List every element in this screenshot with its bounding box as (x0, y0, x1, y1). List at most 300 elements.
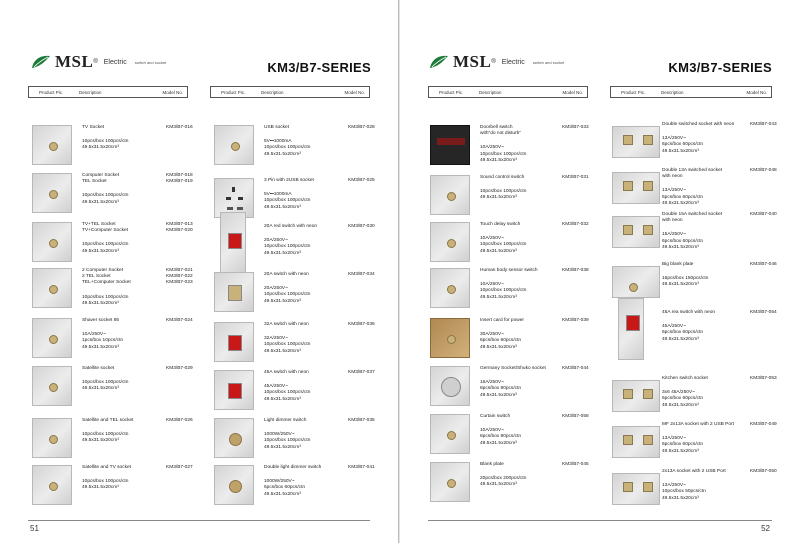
description-line: Human body sensor switch (480, 268, 538, 273)
model-line: KM3/B7-016 (166, 125, 193, 130)
product-spec (662, 232, 703, 251)
pin-icon (232, 187, 235, 192)
spec-line: 10pcs/box 100pcs/ctn (264, 244, 311, 250)
product-row (214, 272, 374, 318)
socket-icon (643, 225, 653, 235)
spec-line: 10A/250V~ (82, 332, 106, 338)
product-image (430, 462, 470, 502)
leaf-logo-icon (30, 54, 52, 70)
product-image (612, 426, 660, 458)
model-number (750, 310, 777, 316)
brand-tagline: switch and socket (134, 59, 167, 65)
description-line: with neon (662, 218, 683, 224)
spec-line: 15pcs/box 150pcs/ctn (662, 276, 709, 282)
spec-line: 49.5x31.5x20cm³ (82, 485, 119, 491)
product-row (32, 222, 192, 268)
description-line: Big blank plate (662, 262, 694, 267)
product-description (264, 125, 289, 131)
model-line: KM3/B7-022 (166, 274, 193, 280)
product-row (430, 318, 590, 364)
model-line: KM3/B7-038 (562, 268, 589, 273)
socket-icon (623, 135, 633, 145)
product-image (612, 380, 660, 412)
product-description (480, 268, 538, 274)
spec-line: 5V⎓1000mA (264, 192, 292, 198)
product-spec (82, 139, 128, 151)
socket-port-icon (447, 431, 456, 440)
spec-line: 49.5x31.5x20cm³ (662, 336, 699, 342)
rocker-icon (626, 315, 640, 331)
spec-line: 10pcs/box 100pcs/ctn (264, 292, 311, 298)
socket-port-icon (49, 435, 58, 444)
product-image (32, 125, 72, 165)
description-line: 20A red switch with neon (264, 224, 318, 229)
product-row (32, 125, 192, 171)
product-spec (264, 286, 310, 305)
product-image (214, 272, 254, 312)
socket-icon (623, 181, 633, 191)
product-description (82, 418, 133, 424)
product-image (612, 172, 660, 204)
product-description (82, 268, 131, 287)
product-description (82, 173, 119, 185)
model-number (750, 212, 777, 218)
description-line: 20A switch with neon (264, 272, 309, 277)
model-number (562, 366, 589, 372)
description-line: Kitchen switch socket (662, 376, 708, 381)
spec-line: 49.5x31.5x20cm³ (82, 438, 119, 444)
socket-port-icon (447, 479, 456, 488)
description-line: 2 TEL Socket (82, 274, 111, 280)
product-row (214, 370, 374, 416)
product-description (82, 222, 128, 234)
brand-name: MSL (55, 52, 94, 71)
product-image (430, 366, 470, 406)
model-number (750, 262, 777, 268)
spec-line: 49.5x31.5x20cm³ (82, 386, 119, 392)
model-number (562, 222, 589, 228)
spec-line: 49.5x31.5x20cm³ (264, 348, 301, 354)
socket-icon (623, 435, 633, 445)
product-spec (480, 145, 526, 164)
socket-icon (623, 225, 633, 235)
spec-line: 49.5x31.5x20cm³ (82, 248, 119, 254)
description-line: MF 2x13A socket with 2 USB Port (662, 422, 734, 427)
spec-line: 49.5x31.5x20cm³ (264, 491, 301, 497)
product-image (214, 418, 254, 458)
spec-line: 13A/250V~ (662, 436, 686, 442)
description-line: Insert card for power (480, 318, 524, 323)
series-title: KM3/B7-SERIES (668, 60, 772, 75)
socket-port-icon (49, 285, 58, 294)
brand-logo (428, 52, 564, 72)
footer-rule (428, 520, 772, 521)
description-line: Touch delay switch (480, 222, 521, 227)
product-spec (264, 479, 305, 498)
product-description (480, 125, 521, 137)
socket-icon (643, 482, 653, 492)
product-description (480, 366, 546, 372)
product-description (662, 310, 715, 316)
model-line: KM3/B7-024 (166, 318, 193, 323)
spec-line: 49.5x31.5x20cm³ (82, 344, 119, 350)
description-line: Shaver socket 86 (82, 318, 120, 323)
model-number (348, 370, 375, 376)
product-spec (82, 242, 128, 254)
product-image (430, 414, 470, 454)
model-line: KM3/B7-032 (562, 222, 589, 227)
product-description (480, 414, 510, 420)
product-image (32, 222, 72, 262)
dimmer-knob-icon (229, 480, 242, 493)
status-panel-icon (437, 138, 465, 145)
header-model: Model No. (562, 90, 583, 95)
description-line: 45A switch with neon (264, 370, 309, 375)
product-spec (662, 276, 708, 288)
header-description: Description (79, 90, 102, 95)
spec-line: 10pcs/box 100pcs/ctn (82, 432, 129, 438)
product-row (32, 465, 192, 511)
product-description (662, 168, 722, 180)
product-spec (662, 188, 703, 207)
spec-line: 10pcs/box 100pcs/ctn (82, 193, 129, 199)
spec-line: 49.5x31.5x20cm³ (480, 440, 517, 446)
spec-line: 49.5x31.5x20cm³ (662, 282, 699, 288)
socket-port-icon (447, 335, 456, 344)
pin-icon (226, 197, 231, 200)
product-row (430, 414, 590, 460)
spec-line: 20A/250V~ (264, 286, 288, 292)
column-header (210, 86, 370, 98)
spec-line: 6pcs/box 60pcs/ctn (662, 142, 704, 148)
model-line: KM3/B7-049 (750, 422, 777, 427)
spec-line: 20pcs/box 200pcs/ctn (480, 476, 527, 482)
spec-line: 49.5x31.5x20cm³ (480, 195, 517, 201)
product-row (32, 366, 192, 412)
model-number (562, 462, 589, 468)
product-row (430, 462, 590, 508)
product-description (662, 376, 708, 382)
spec-line: 10pcs/box 100pcs/ctn (82, 294, 129, 300)
product-description (82, 366, 114, 372)
product-spec (82, 332, 123, 351)
socket-port-icon (629, 283, 638, 292)
spec-line: 6pcs/box 60pcs/ctn (662, 396, 704, 402)
series-title: KM3/B7-SERIES (267, 60, 371, 75)
product-image (220, 212, 246, 274)
model-number (562, 175, 589, 181)
model-line: KM3/B7-035 (348, 418, 375, 423)
page-number: 51 (30, 524, 39, 533)
product-description (264, 465, 321, 471)
spec-line: 8pcs/box 80pcs/ctn (480, 386, 522, 392)
product-description (264, 224, 317, 230)
spec-line: 10pcs/box 50pcs/ctn (662, 489, 706, 495)
model-line: KM3/B7-058 (562, 414, 589, 419)
spec-line: 49.5x31.5x20cm³ (480, 482, 517, 488)
spec-line: 49.5x31.5x20cm³ (480, 344, 517, 350)
product-row (612, 376, 777, 422)
header-pic: Product Pic. (439, 90, 464, 95)
spec-line: 49.5x31.5x20cm³ (264, 151, 301, 157)
spec-line: 49.5x31.5x20cm³ (662, 448, 699, 454)
product-image (430, 268, 470, 308)
description-line: TEL Socket (82, 179, 107, 185)
product-row (430, 268, 590, 314)
description-line: TV+TEL Socket (82, 222, 116, 227)
product-description (82, 125, 104, 131)
model-number (750, 376, 777, 382)
socket-port-icon (447, 192, 456, 201)
product-spec (82, 193, 128, 205)
description-line: Blank plate (480, 462, 504, 467)
product-description (264, 322, 309, 328)
model-number (166, 366, 193, 372)
model-line: KM3/B7-043 (750, 122, 777, 127)
product-description (82, 318, 119, 324)
model-line: KM3/B7-045 (562, 462, 589, 467)
spec-line: 10A/250V~ (480, 236, 504, 242)
model-number (750, 469, 777, 475)
pin-icon (238, 197, 243, 200)
description-line: TV Socket (82, 125, 105, 130)
spec-line: 20A/250V~ (264, 238, 288, 244)
model-number (166, 268, 193, 287)
model-line: KM3/B7-039 (562, 318, 589, 323)
socket-port-icon (231, 142, 240, 151)
model-number (750, 168, 777, 174)
description-line: with"do not disturb" (480, 131, 522, 137)
rocker-icon (228, 335, 242, 351)
product-image (32, 268, 72, 308)
spec-line: 10pcs/box 100pcs/ctn (82, 242, 129, 248)
usb-port-icon (237, 207, 243, 210)
brand-reg: ® (93, 59, 98, 65)
product-row (612, 310, 777, 356)
model-line: KM3/B7-018 (166, 173, 193, 178)
product-image (214, 465, 254, 505)
model-line: KM3/B7-013 (166, 222, 193, 227)
model-number (166, 125, 193, 131)
rocker-icon (228, 285, 242, 301)
product-description (82, 465, 131, 471)
socket-port-icon (49, 239, 58, 248)
brand-reg: ® (491, 59, 496, 65)
spec-line: 49.5x31.5x20cm³ (662, 200, 699, 206)
spec-line: 49.5x31.5x20cm³ (264, 250, 301, 256)
leaf-logo-icon (428, 54, 450, 70)
description-line: 45A rea switch with neon (662, 310, 716, 315)
product-spec (82, 432, 128, 444)
model-line: KM3/B7-041 (348, 465, 375, 470)
model-line: KM3/B7-030 (348, 224, 375, 229)
spec-line: 45A/250V~ (264, 384, 288, 390)
product-row (612, 168, 777, 214)
product-image (214, 125, 254, 165)
model-number (348, 178, 375, 184)
model-line: KM3/B7-037 (348, 370, 375, 375)
socket-icon (643, 181, 653, 191)
product-spec (82, 380, 128, 392)
spec-line: 49.5x31.5x20cm³ (82, 199, 119, 205)
description-line: Curtain switch (480, 414, 511, 419)
spec-line: 6pcs/box 60pcs/ctn (480, 338, 522, 344)
product-image (612, 216, 660, 248)
product-spec (480, 476, 526, 488)
description-line: Satellite and TEL socket (82, 418, 134, 423)
column-header (610, 86, 772, 98)
description-line: 2 Computer Socket (82, 268, 124, 273)
header-model: Model No. (162, 90, 183, 95)
column-header (428, 86, 588, 98)
spec-line: 49.5x31.5x20cm³ (662, 495, 699, 501)
model-line: KM3/B7-033 (562, 125, 589, 130)
product-row (32, 268, 192, 314)
spec-line: 45A/250V~ (662, 324, 686, 330)
product-description (662, 122, 734, 128)
model-line: KM3/B7-027 (166, 465, 193, 470)
product-description (662, 422, 734, 428)
spec-line: 6pcs/box 60pcs/ctn (662, 330, 704, 336)
product-image (214, 322, 254, 362)
product-description (662, 469, 726, 475)
model-number (562, 414, 589, 420)
spec-line: 10A/250V~ (480, 282, 504, 288)
model-line: KM3/B7-028 (348, 125, 375, 130)
spec-line: 13A/250V~ (662, 483, 686, 489)
product-image (214, 370, 254, 410)
product-row (430, 175, 590, 221)
product-description (480, 318, 524, 324)
product-image (430, 175, 470, 215)
model-line: KM3/B7-026 (166, 418, 193, 423)
model-line: KM3/B7-021 (166, 268, 193, 273)
product-description (264, 178, 314, 184)
spec-line: 1000W/250V~ (264, 432, 295, 438)
product-description (480, 175, 524, 181)
product-spec (480, 380, 521, 399)
description-line: Double switched socket with neon (662, 122, 735, 127)
spec-line: 10pcs/box 100pcs/ctn (480, 151, 527, 157)
model-number (166, 465, 193, 471)
spec-line: 16A/250V~ (480, 380, 504, 386)
product-row (214, 465, 374, 511)
header-model: Model No. (746, 90, 767, 95)
product-image (612, 126, 660, 158)
spec-line: 5V⎓1000mA (264, 139, 292, 145)
model-number (562, 318, 589, 324)
model-line: KM3/B7-036 (348, 322, 375, 327)
header-model: Model No. (344, 90, 365, 95)
model-number (166, 418, 193, 424)
header-description: Description (261, 90, 284, 95)
spec-line: 10A/250V~ (480, 145, 504, 151)
description-line: Satellite and TV socket (82, 465, 131, 470)
product-spec (82, 295, 128, 307)
product-spec (264, 336, 310, 355)
model-number (348, 418, 375, 424)
product-spec (264, 139, 310, 158)
description-line: TEL+Computer Socket (82, 280, 131, 286)
product-row (32, 418, 192, 464)
product-row (32, 318, 192, 364)
spec-line: 3x6 45A/250V~ (662, 390, 695, 396)
socket-port-icon (49, 335, 58, 344)
description-line: TV+Computer Socket (82, 228, 128, 234)
spec-line: 10pcs/box 100pcs/ctn (264, 390, 311, 396)
product-description (662, 262, 693, 268)
spec-line: 10pcs/box 100pcs/ctn (480, 189, 527, 195)
brand-tagline: switch and socket (532, 59, 565, 65)
description-line: Germany Socket/Shuko socket (480, 366, 546, 371)
product-row (430, 366, 590, 412)
spec-line: 30A/250V~ (480, 332, 504, 338)
spec-line: 10pcs/box 100pcs/ctn (264, 145, 311, 151)
spec-line: 49.5x31.5x20cm³ (264, 298, 301, 304)
description-line: Double light dimmer switch (264, 465, 322, 470)
socket-icon (623, 389, 633, 399)
spec-line: 49.5x31.5x20cm³ (662, 244, 699, 250)
socket-port-icon (49, 142, 58, 151)
left-page (0, 0, 399, 543)
model-number (562, 268, 589, 274)
model-number (750, 122, 777, 128)
product-spec (264, 192, 310, 211)
product-row (214, 418, 374, 464)
socket-port-icon (49, 482, 58, 491)
product-row (214, 125, 374, 171)
socket-icon (623, 482, 633, 492)
product-spec (480, 282, 526, 301)
model-number (166, 318, 193, 324)
description-line: with neon (662, 174, 683, 180)
product-spec (662, 436, 703, 455)
spec-line: 10pcs/box 100pcs/ctn (82, 479, 129, 485)
footer-rule (28, 520, 370, 521)
spec-line: 13A/250V~ (662, 188, 686, 194)
product-spec (662, 390, 703, 409)
spec-line: 1000W/250V~ (264, 479, 295, 485)
model-line: KM3/B7-054 (750, 310, 777, 315)
rocker-icon (228, 233, 242, 249)
product-description (264, 418, 306, 424)
socket-port-icon (49, 383, 58, 392)
brand-product-line: Electric (103, 58, 127, 66)
rocker-icon (228, 383, 242, 399)
spec-line: 49.5x31.5x20cm³ (264, 204, 301, 210)
spec-line: 10pcs/box 100pcs/ctn (264, 342, 311, 348)
product-spec (264, 432, 310, 451)
product-image (32, 366, 72, 406)
model-number (348, 125, 375, 131)
product-description (480, 462, 504, 468)
brand-name: MSL (453, 52, 492, 71)
description-line: 3 Pin with 2USB socket (264, 178, 314, 183)
description-line: Double 13A switched socket (662, 168, 722, 173)
product-image (32, 173, 72, 213)
right-page (400, 0, 800, 543)
model-number (348, 272, 375, 278)
model-line: KM3/B7-044 (562, 366, 589, 371)
spec-line: 49.5x31.5x20cm³ (480, 157, 517, 163)
product-spec (662, 324, 703, 343)
product-image (32, 418, 72, 458)
header-pic: Product Pic. (621, 90, 646, 95)
product-spec (264, 384, 310, 403)
model-number (166, 222, 193, 234)
product-row (430, 222, 590, 268)
product-image (32, 318, 72, 358)
